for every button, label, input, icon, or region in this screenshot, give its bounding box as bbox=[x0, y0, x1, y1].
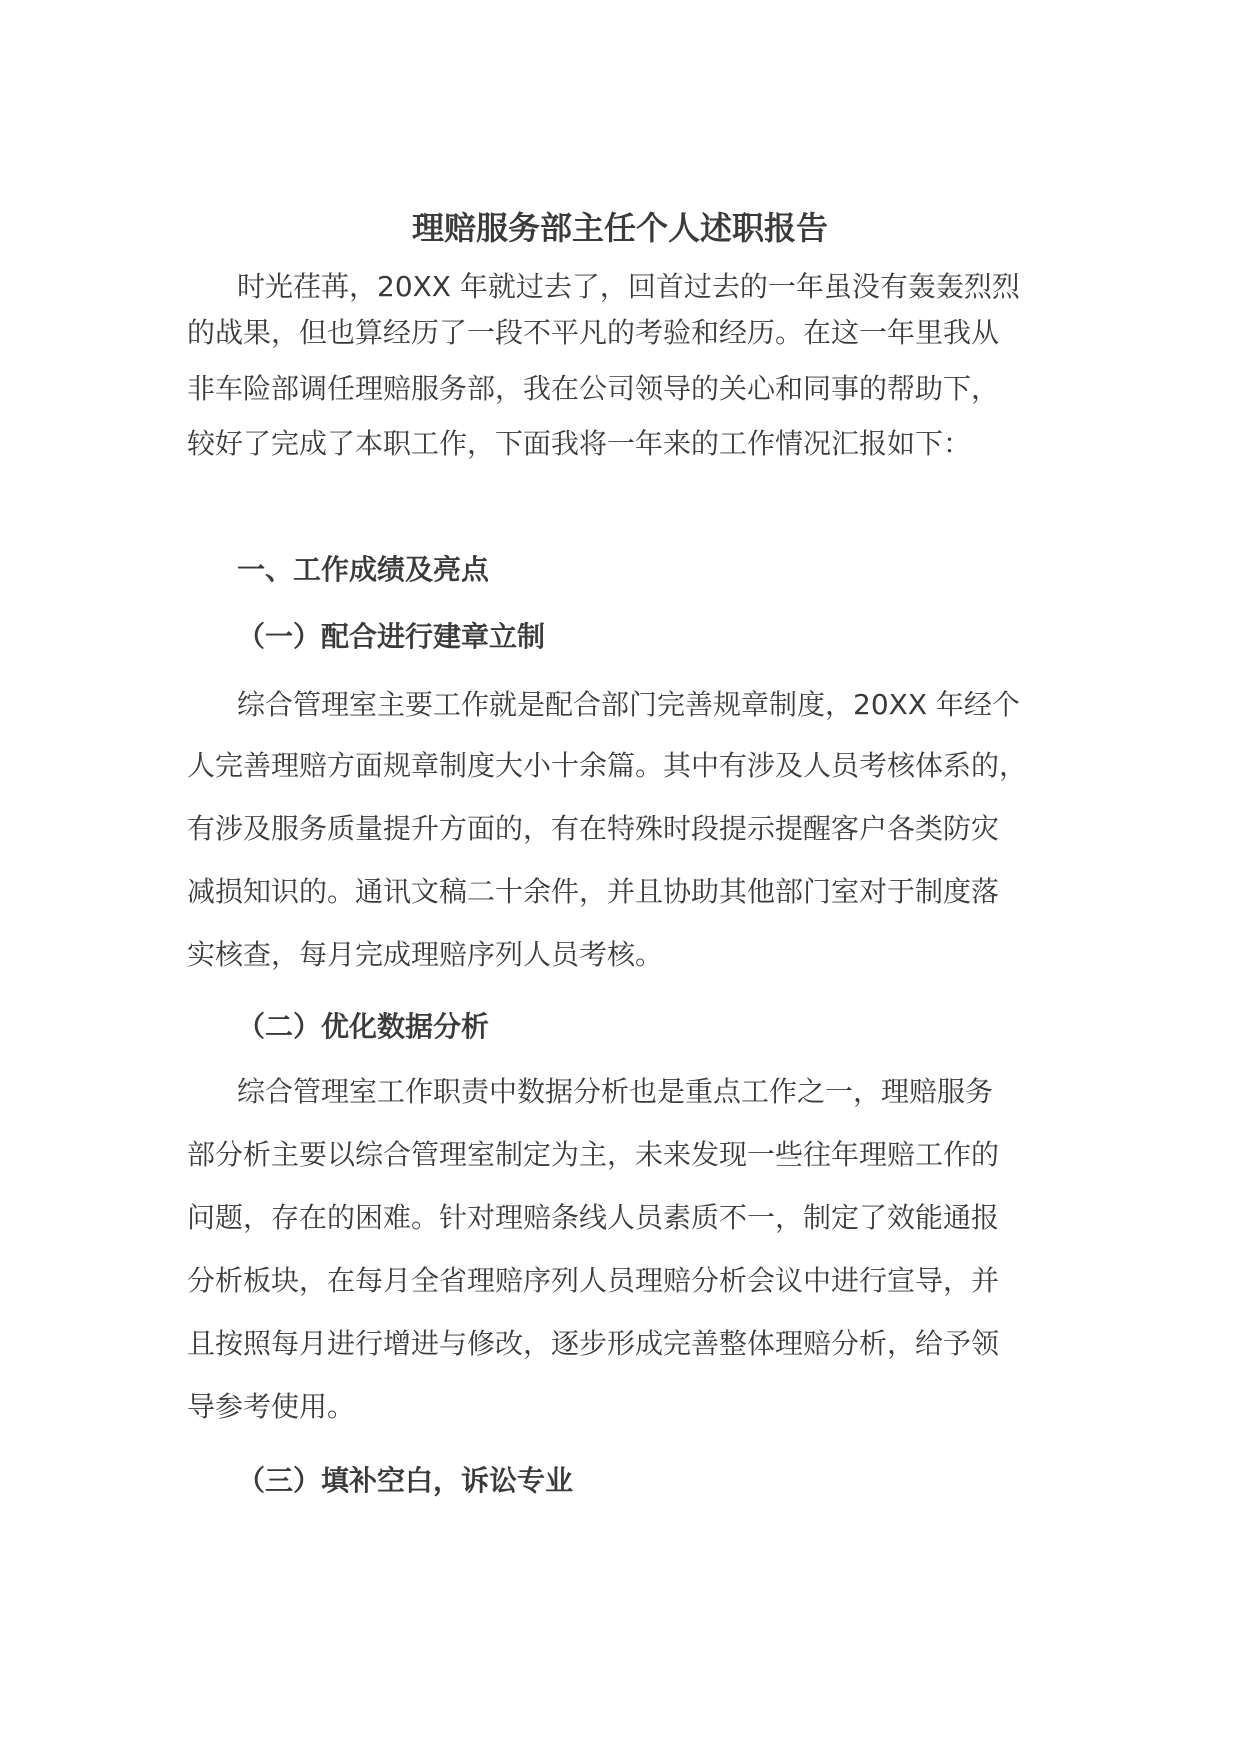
paragraph-line: 有涉及服务质量提升方面的，有在特殊时段提示提醒客户各类防灾 bbox=[187, 812, 1000, 845]
paragraph-line: 的战果，但也算经历了一段不平凡的考验和经历。在这一年里我从 bbox=[187, 316, 1000, 349]
paragraph-line: 导参考使用。 bbox=[187, 1390, 356, 1423]
paragraph-line: 问题，存在的困难。针对理赔条线人员素质不一，制定了效能通报 bbox=[187, 1201, 1000, 1234]
subsection-heading: （三）填补空白，诉讼专业 bbox=[237, 1464, 574, 1497]
paragraph-line: 实核查，每月完成理赔序列人员考核。 bbox=[187, 938, 664, 971]
paragraph-line: 非车险部调任理赔服务部，我在公司领导的关心和同事的帮助下， bbox=[187, 372, 1000, 405]
paragraph-line: 综合管理室主要工作就是配合部门完善规章制度，20XX 年经个 bbox=[237, 688, 1020, 721]
paragraph-line: 减损知识的。通讯文稿二十余件，并且协助其他部门室对于制度落 bbox=[187, 875, 1000, 908]
paragraph-line: 时光荏苒，20XX 年就过去了，回首过去的一年虽没有轰轰烈烈 bbox=[237, 270, 1020, 303]
paragraph-line: 人完善理赔方面规章制度大小十余篇。其中有涉及人员考核体系的， bbox=[187, 749, 1028, 782]
paragraph-line: 综合管理室工作职责中数据分析也是重点工作之一，理赔服务 bbox=[237, 1075, 994, 1108]
paragraph-line: 较好了完成了本职工作，下面我将一年来的工作情况汇报如下： bbox=[187, 427, 972, 460]
paragraph-line: 且按照每月进行增进与修改，逐步形成完善整体理赔分析，给予领 bbox=[187, 1327, 1000, 1360]
paragraph-line: 分析板块，在每月全省理赔序列人员理赔分析会议中进行宣导，并 bbox=[187, 1264, 1000, 1297]
section-heading: 一、工作成绩及亮点 bbox=[237, 553, 490, 586]
subsection-heading: （二）优化数据分析 bbox=[237, 1010, 490, 1043]
paragraph-line: 部分析主要以综合管理室制定为主，未来发现一些往年理赔工作的 bbox=[187, 1138, 1000, 1171]
subsection-heading: （一）配合进行建章立制 bbox=[237, 620, 546, 653]
document-title: 理赔服务部主任个人述职报告 bbox=[411, 209, 828, 247]
